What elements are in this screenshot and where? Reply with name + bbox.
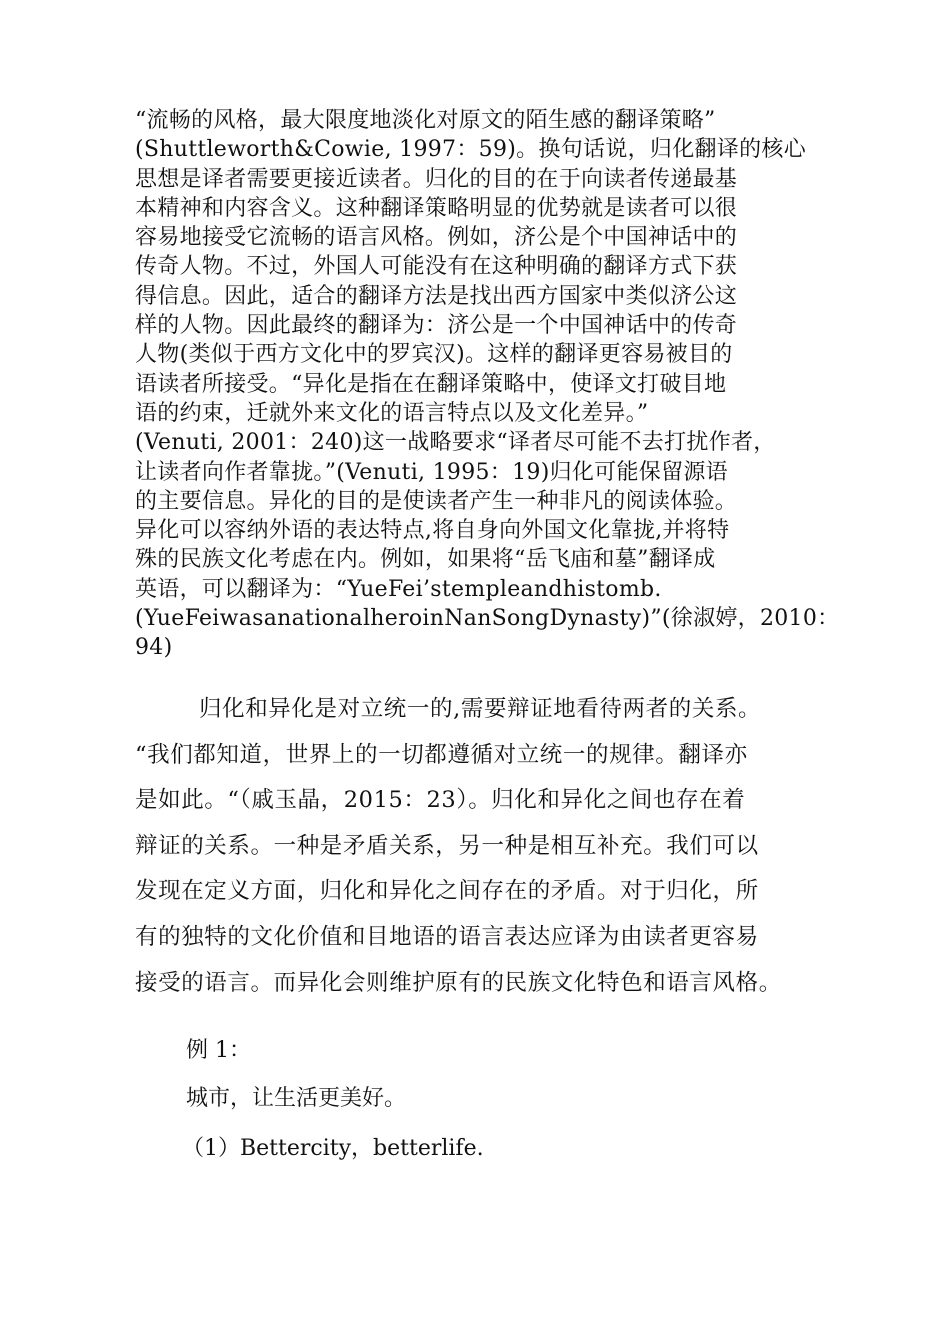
paragraph-line: (Venuti, 2001：240)这一战略要求“译者尽可能不去打扰作者， bbox=[135, 430, 776, 456]
paragraph-line: 殊的民族文化考虑在内。例如，如果将“岳飞庙和墓”翻译成 bbox=[135, 547, 716, 573]
paragraph-line: “流畅的风格，最大限度地淡化对原文的陌生感的翻译策略” bbox=[135, 108, 716, 133]
paragraph-line: 人物(类似于西方文化中的罗宾汉)。这样的翻译更容易被目的 bbox=[135, 342, 733, 368]
paragraph-line: 是如此。“（戚玉晶，2015：23）。归化和异化之间也存在着 bbox=[135, 787, 746, 814]
paragraph-line: 语的约束，迁就外来文化的语言特点以及文化差异。” bbox=[135, 400, 649, 426]
paragraph-2 bbox=[135, 687, 835, 1006]
example-source-text: 城市，让生活更美好。 bbox=[186, 1086, 407, 1111]
paragraph-line: 得信息。因此，适合的翻译方法是找出西方国家中类似济公这 bbox=[135, 283, 738, 309]
paragraph-line: 语读者所接受。“异化是指在在翻译策略中，使译文打破目地 bbox=[135, 371, 727, 397]
paragraph-1 bbox=[135, 106, 840, 663]
paragraph-line: “我们都知道，世界上的一切都遵循对立统一的规律。翻译亦 bbox=[135, 741, 748, 768]
paragraph-line: 异化可以容纳外语的表达特点,将自身向外国文化靠拢,并将特 bbox=[135, 518, 730, 544]
paragraph-line: 94) bbox=[135, 635, 173, 661]
paragraph-line: 有的独特的文化价值和目地语的语言表达应译为由读者更容易 bbox=[135, 923, 759, 950]
paragraph-line: 思想是译者需要更接近读者。归化的目的在于向读者传递最基 bbox=[135, 166, 738, 192]
paragraph-line: 让读者向作者靠拢。”(Venuti, 1995：19)归化可能保留源语 bbox=[135, 459, 728, 485]
paragraph-line: 传奇人物。不过，外国人可能没有在这种明确的翻译方式下获 bbox=[135, 254, 738, 280]
paragraph-line: 的主要信息。异化的目的是使读者产生一种非凡的阅读体验。 bbox=[135, 488, 738, 514]
paragraph-line: 容易地接受它流畅的语言风格。例如，济公是个中国神话中的 bbox=[135, 225, 738, 251]
paragraph-line: 发现在定义方面，归化和异化之间存在的矛盾。对于归化，所 bbox=[135, 878, 759, 905]
paragraph-line: (Shuttleworth&Cowie, 1997：59)。换句话说，归化翻译的核心 bbox=[135, 137, 807, 163]
paragraph-line: (YueFeiwasanationalheroinNanSongDynasty)”(徐淑婷，2010： bbox=[135, 606, 840, 632]
paragraph-line: 接受的语言。而异化会则维护原有的民族文化特色和语言风格。 bbox=[135, 969, 782, 996]
paragraph-line: 本精神和内容含义。这种翻译策略明显的优势就是读者可以很 bbox=[135, 195, 738, 221]
paragraph-line: 辩证的关系。一种是矛盾关系，另一种是相互补充。我们可以 bbox=[135, 832, 759, 859]
paragraph-line: 归化和异化是对立统一的,需要辩证地看待两者的关系。 bbox=[199, 696, 762, 722]
paragraph-line: 英语，可以翻译为：“YueFei’stempleandhistomb. bbox=[135, 576, 662, 602]
example-translation: （1）Bettercity，betterlife. bbox=[182, 1136, 484, 1161]
example-label: 例 1： bbox=[186, 1038, 251, 1063]
paragraph-line: 样的人物。因此最终的翻译为：济公是一个中国神话中的传奇 bbox=[135, 313, 738, 339]
